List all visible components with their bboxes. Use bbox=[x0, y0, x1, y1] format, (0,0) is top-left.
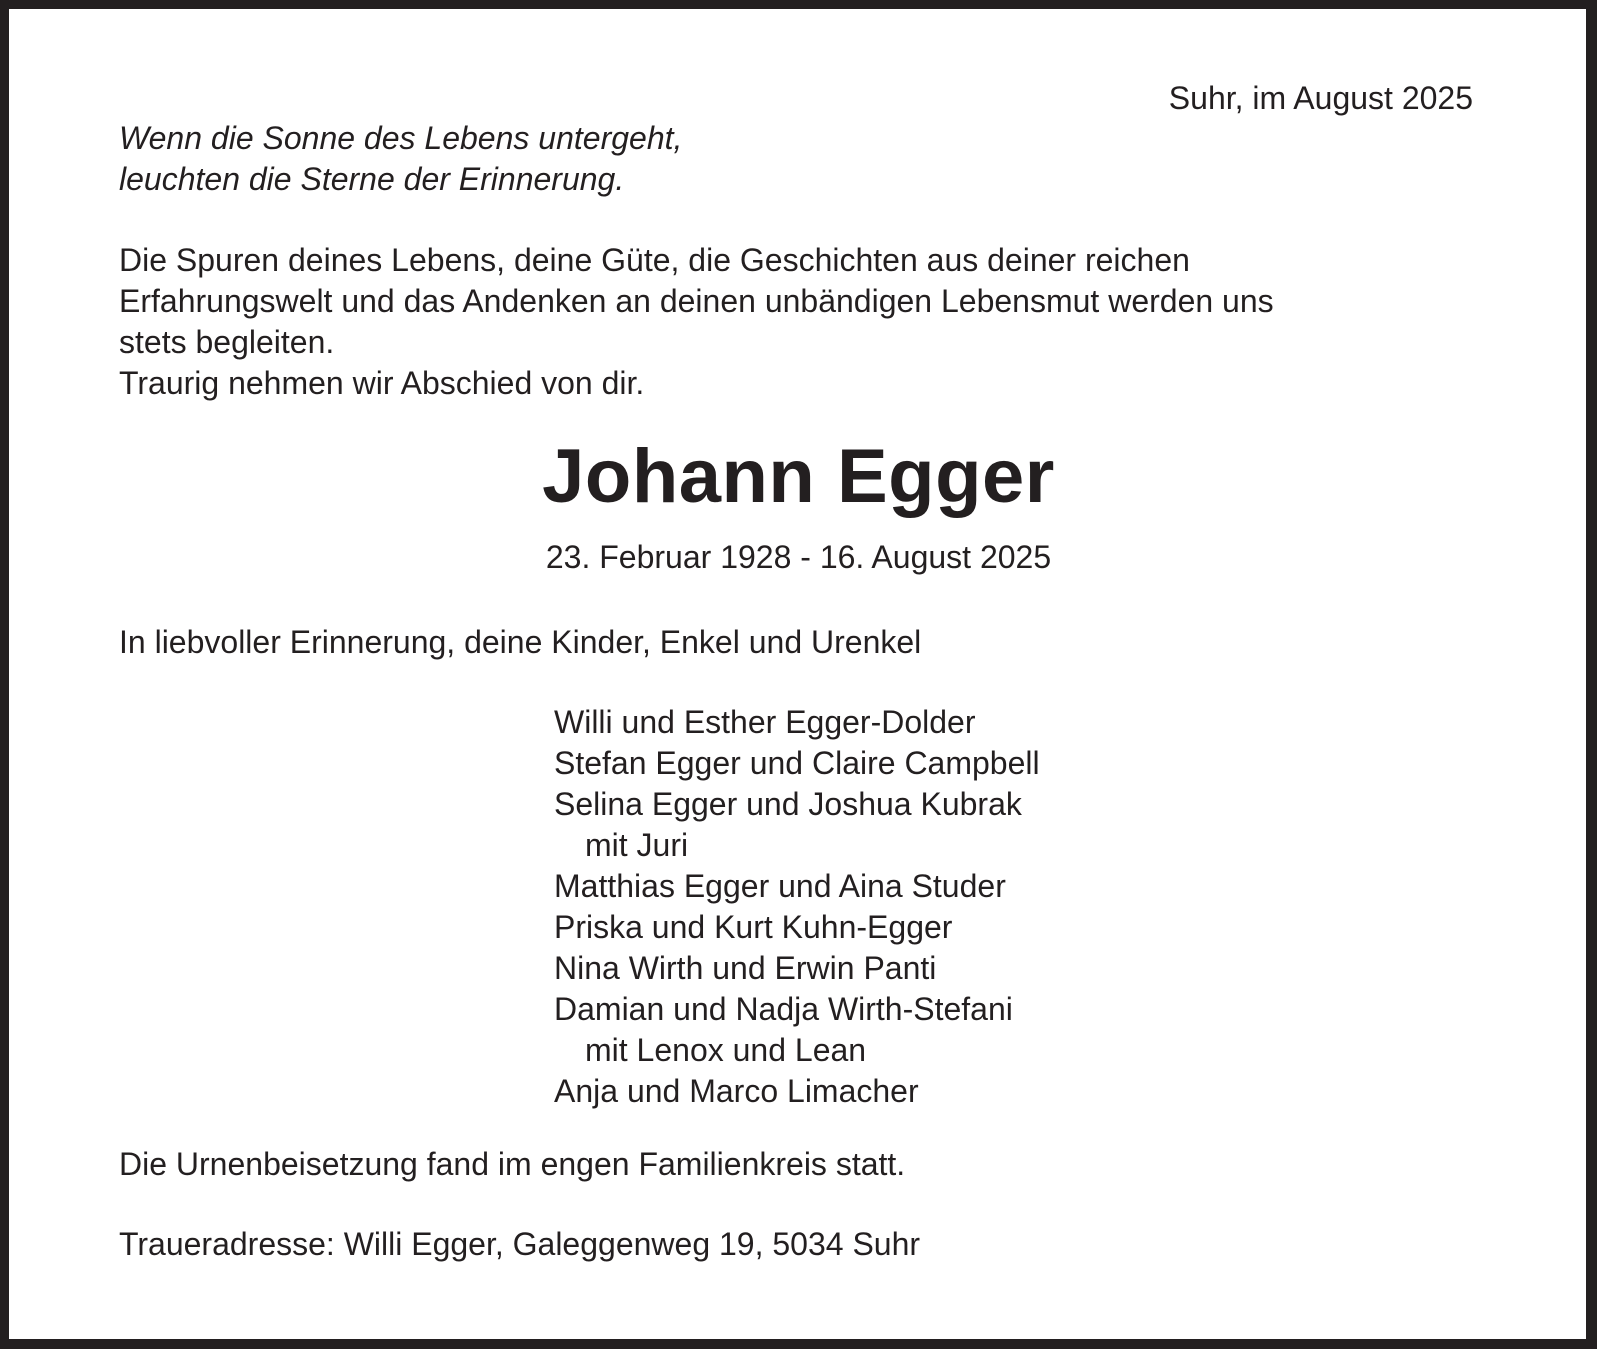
motto-line: leuchten die Sterne der Erinnerung. bbox=[119, 161, 625, 197]
mourning-address: Traueradresse: Willi Egger, Galeggenweg 19, 5034 Suhr bbox=[119, 1226, 921, 1262]
motto-quote bbox=[119, 118, 682, 200]
mourners-list bbox=[554, 702, 1040, 1112]
tribute-line: Traurig nehmen wir Abschied von dir. bbox=[119, 365, 645, 401]
motto-line: Wenn die Sonne des Lebens untergeht, bbox=[119, 120, 683, 156]
mourner-entry: Matthias Egger und Aina Studer bbox=[554, 868, 1006, 904]
mourner-entry: Willi und Esther Egger-Dolder bbox=[554, 704, 976, 740]
mourner-entry: Nina Wirth und Erwin Panti bbox=[554, 950, 937, 986]
mourner-entry: Stefan Egger und Claire Campbell bbox=[554, 745, 1040, 781]
mourner-entry: Priska und Kurt Kuhn-Egger bbox=[554, 909, 953, 945]
mourner-entry: Anja und Marco Limacher bbox=[554, 1073, 919, 1109]
deceased-name: Johann Egger bbox=[542, 434, 1055, 519]
tribute-line: Die Spuren deines Lebens, deine Güte, die Geschichten aus deiner reichen bbox=[119, 242, 1190, 278]
mourner-entry-sub: mit Juri bbox=[585, 827, 689, 863]
place-date: Suhr, im August 2025 bbox=[1168, 80, 1473, 116]
tribute-paragraph bbox=[119, 240, 1274, 404]
mourner-entry: Selina Egger und Joshua Kubrak bbox=[554, 786, 1022, 822]
tribute-line: Erfahrungswelt und das Andenken an deinen unbändigen Lebensmut werden uns bbox=[119, 283, 1274, 319]
mourner-entry-sub: mit Lenox und Lean bbox=[585, 1032, 867, 1068]
mourner-entry: Damian und Nadja Wirth-Stefani bbox=[554, 991, 1013, 1027]
life-dates: 23. Februar 1928 - 16. August 2025 bbox=[545, 539, 1052, 575]
tribute-line: stets begleiten. bbox=[119, 324, 335, 360]
memory-line: In liebvoller Erinnerung, deine Kinder, Enkel und Urenkel bbox=[119, 624, 922, 660]
burial-note: Die Urnenbeisetzung fand im engen Familienkreis statt. bbox=[119, 1146, 906, 1182]
